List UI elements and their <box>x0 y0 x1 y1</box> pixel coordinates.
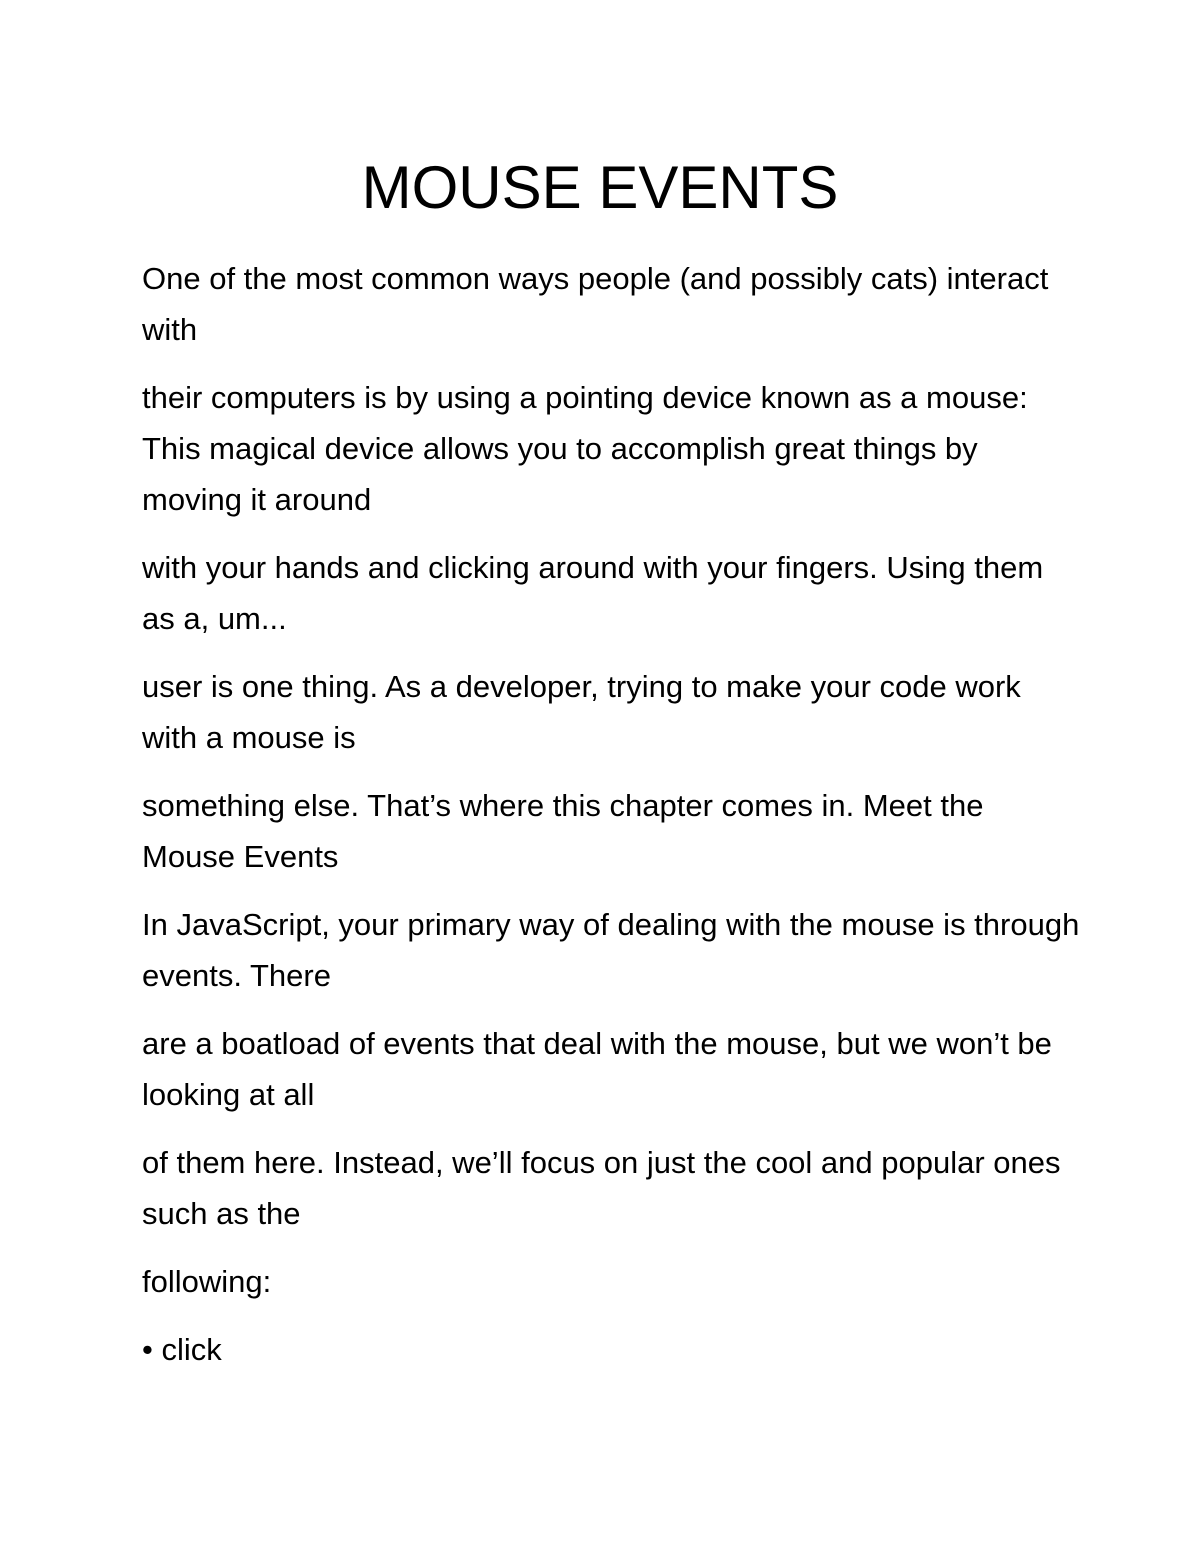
paragraph: with your hands and clicking around with your fingers. Using them as a, um... <box>142 550 1044 636</box>
paragraph: One of the most common ways people (and possibly cats) interact with <box>142 261 1049 347</box>
paragraph: In JavaScript, your primary way of dealing with the mouse is through events. There <box>142 907 1080 993</box>
page-title: MOUSE EVENTS <box>361 154 839 221</box>
paragraph: of them here. Instead, we’ll focus on just the cool and popular ones such as the <box>142 1145 1061 1231</box>
paragraph: following: <box>142 1264 272 1299</box>
paragraph: user is one thing. As a developer, trying to make your code work with a mouse is <box>142 669 1021 755</box>
paragraph: their computers is by using a pointing device known as a mouse: This magical device allows you to accomplish great things by moving it around <box>142 380 1028 517</box>
list-item: • click <box>142 1332 222 1367</box>
paragraph: something else. That’s where this chapter comes in. Meet the Mouse Events <box>142 788 984 874</box>
paragraph: are a boatload of events that deal with the mouse, but we won’t be looking at all <box>142 1026 1052 1112</box>
